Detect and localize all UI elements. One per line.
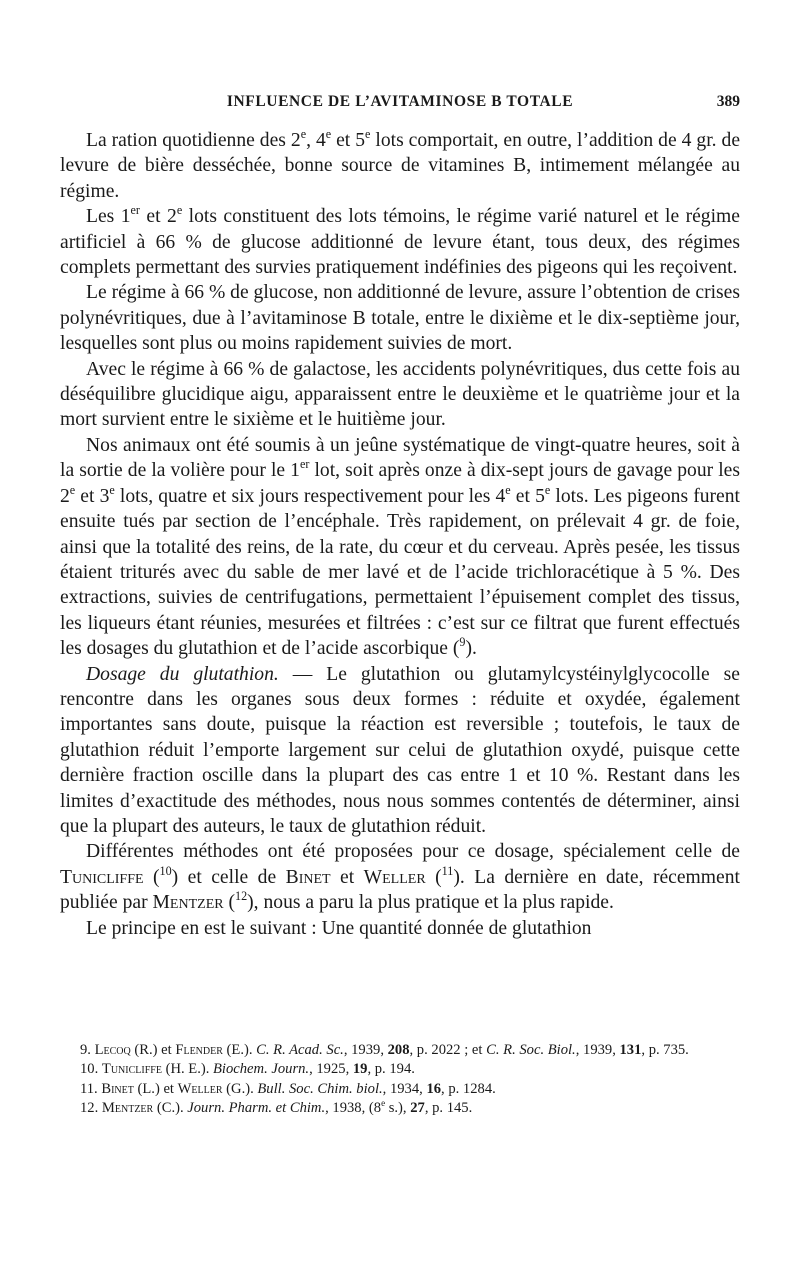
footnote-12: 12. Mentzer (C.). Journ. Pharm. et Chim., 1938, (8e s.), 27, p. 145. [80,1097,473,1117]
footnote-ref-10[interactable]: 10 [159,863,172,878]
author-name: Tunicliffe [60,866,144,888]
footnote-ref-9[interactable]: 9 [459,635,466,649]
paragraph-5: Nos animaux ont été soumis à un jeûne systématique de vingt-quatre heures, soit à la sortie de la volière pour le 1er lot, soit après onze à dix-sept jours de gavage pour les 2e et 3e lots, quatre et six jours respectivement pour les 4e et 5e lots. Les pigeons furent ensuite tués par section de l’encéphale. Très rapidement, on prélevait 4 gr. de foie, ainsi que la totalité des reins, de la rate, du cœur et du cerveau. Après pesée, les tissus étaient triturés avec du sable de mer lavé et de l’acide trichloracétique à 5 %. Des extractions, suivies de centrifugations, permettaient l’épuisement complet des tissus, les liqueurs étant réunies, mesurées et filtrées : c’est sur ce filtrat que furent effectués les dosages du glutathion et de l’acide ascorbique ($^9$). [60,434,740,660]
paragraph-3: Le régime à 66 % de glucose, non additionné de levure, assure l’obtention de crises polynévritiques, due à l’avitaminose B totale, entre le dixième et le dix-septième jour, lesquelles sont plus ou moins rapidement suivies de mort. [60,282,740,355]
footnotes [60,1041,740,1119]
paragraph-7: Différentes méthodes ont été proposées pour ce dosage, spécialement celle de Tunicliffe ($^{10}$) et celle de Binet et Weller ($^{11}$). La dernière en date, récemment publiée par Mentzer ($^{12}$), nous a paru la plus pratique et la plus rapide. [60,841,740,914]
body-text [60,128,740,941]
running-title: INFLUENCE DE L’AVITAMINOSE B TOTALE [226,93,574,110]
paragraph-8: Le principe en est le suivant : Une quantité donnée de glutathion [86,917,592,939]
author-name: Weller [363,866,426,888]
author-name: Binet [285,866,331,888]
page-header [60,93,740,123]
page-number: 389 [716,93,740,110]
author-name: Mentzer [152,892,224,914]
paragraph-6: Dosage du glutathion. — Le glutathion ou glutamylcystéinylglycocolle se rencontre dans les organes sous deux formes : réduite et oxydée, également importantes sans doute, puisque la réaction est reversible ; toutefois, le taux de glutathion réduit l’emporte largement sur celui de glutathion oxydé, puisque cette dernière fraction oscille dans la plupart des cas entre 1 et 10 %. Restant dans les limites d’exactitude des méthodes, nous nous sommes contentés de déterminer, ainsi que la plupart des auteurs, le taux de glutathion réduit. [60,663,740,837]
paragraph-2: Les 1er et 2e lots constituent des lots témoins, le régime varié naturel et le régime artificiel à 66 % de glucose additionné de levure étant, tous deux, des régimes complets permettant des survies pratiquement indéfinies des pigeons qui les reçoivent. [60,203,740,279]
section-title: Dosage du glutathion. [86,663,279,685]
footnote-10: 10. Tunicliffe (H. E.). Biochem. Journ., 1925, 19, p. 194. [80,1061,415,1078]
paragraph-4: Avec le régime à 66 % de galactose, les accidents polynévritiques, dus cette fois au déséquilibre glucidique aigu, apparaissent entre le deuxième et le quatrième jour et la mort survient entre le sixième et le huitième jour. [60,358,740,431]
footnote-ref-12[interactable]: 12 [235,889,248,904]
footnote-11: 11. Binet (L.) et Weller (G.). Bull. Soc. Chim. biol., 1934, 16, p. 1284. [80,1080,496,1097]
footnote-9: 9. Lecoq (R.) et Flender (E.). C. R. Acad. Sc., 1939, 208, p. 2022 ; et C. R. Soc. Biol., 1939, 131, p. 735. [80,1042,689,1058]
footnote-ref-11[interactable]: 11 [441,863,454,878]
paragraph-1: La ration quotidienne des 2e, 4e et 5e lots comportait, en outre, l’addition de 4 gr. de levure de bière desséchée, bonne source de vitamines B, intimement mélangée au régime. [60,126,741,202]
